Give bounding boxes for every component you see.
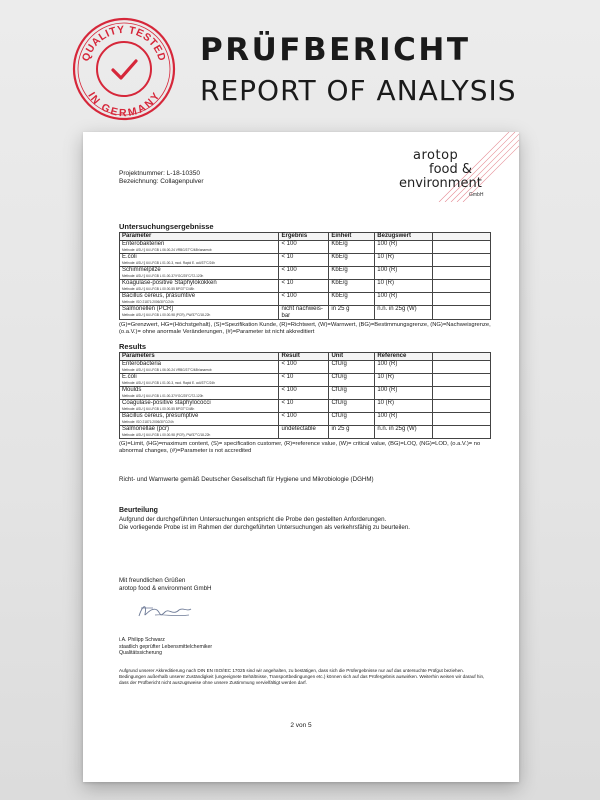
reference-cell: 100 (R) — [375, 387, 433, 400]
report-sheet — [83, 132, 519, 782]
result-cell: < 10 — [279, 280, 329, 293]
badge-text-top: QUALITY TESTED — [79, 23, 169, 63]
unit-cell: KbE/g — [329, 293, 375, 306]
column-header: Bezugswert — [375, 233, 433, 241]
method-text: Methode: ASU § 64 LFGB L 01.00-3, mod. Rapid E. coli/37°C/24h — [122, 260, 215, 265]
empty-cell — [433, 254, 491, 267]
param-name: Bacillus cereus, presumptive — [122, 413, 199, 419]
reference-cell: 100 (R) — [375, 293, 433, 306]
method-text: Methode: ASU § 64 LFGB L 06.00-24 VRBG/37°C/48h/anaerob — [122, 367, 212, 372]
param-name: Enterobacteria — [122, 361, 162, 367]
reference-cell: 10 (R) — [375, 280, 433, 293]
unit-cell: CfU/g — [329, 413, 375, 426]
column-header-empty — [433, 353, 491, 361]
svg-text:IN GERMANY — [85, 90, 162, 119]
param-name: E.coli — [122, 254, 137, 260]
unit-cell: CfU/g — [329, 374, 375, 387]
table-row — [120, 400, 491, 413]
reference-cell: 100 (R) — [375, 413, 433, 426]
table-row — [120, 241, 491, 254]
param-name: Schimmelpilze — [122, 267, 161, 273]
table-row — [120, 267, 491, 280]
closing-greeting: Mit freundlichen Grüßen — [119, 577, 186, 584]
param-cell — [120, 374, 279, 387]
page-title: PRÜFBERICHT — [200, 32, 471, 68]
column-header: Ergebnis — [279, 233, 329, 241]
page-header — [200, 32, 517, 108]
assessment-title: Beurteilung — [119, 507, 158, 514]
empty-cell — [433, 267, 491, 280]
empty-cell — [433, 413, 491, 426]
logo-line-4: GmbH — [469, 192, 484, 198]
unit-cell: CfU/g — [329, 400, 375, 413]
reference-cell: 10 (R) — [375, 374, 433, 387]
column-header: Result — [279, 353, 329, 361]
section-title-de: Untersuchungsergebnisse — [119, 222, 214, 231]
empty-cell — [433, 374, 491, 387]
signer-dept: Qualitätssicherung — [119, 650, 162, 656]
param-name: Salmonellen (PCR) — [122, 306, 174, 312]
table-row — [120, 361, 491, 374]
table-row — [120, 426, 491, 439]
result-cell: < 100 — [279, 387, 329, 400]
result-cell: < 100 — [279, 241, 329, 254]
logo-line-1: arotop — [413, 148, 459, 163]
table-row — [120, 387, 491, 400]
method-text: Methode: ASU § 64 LFGB L 06.00-24 VRBG/37°C/48h/anaerob — [122, 247, 212, 252]
quality-tested-badge — [72, 17, 176, 121]
reference-cell: 100 (R) — [375, 361, 433, 374]
param-name: Moulds — [122, 387, 142, 393]
method-text: Methode: ASU § 64 LFGB L 01.00-37/YGC/25°C/72-120h — [122, 393, 204, 398]
project-meta — [119, 170, 204, 186]
table-row — [120, 254, 491, 267]
page-subtitle: REPORT OF ANALYSIS — [200, 74, 517, 107]
unit-cell: CfU/g — [329, 387, 375, 400]
company-logo — [395, 142, 507, 204]
param-name: Bacillus cereus, präsumtive — [122, 293, 196, 299]
closing-company: arotop food & environment GmbH — [119, 585, 212, 592]
dghm-note: Richt- und Warnwerte gemäß Deutscher Gesellschaft für Hygiene und Mikrobiologie (DGHM) — [119, 476, 374, 483]
empty-cell — [433, 400, 491, 413]
result-cell: < 100 — [279, 293, 329, 306]
method-text: Methode: ISO 21871:2006/30°C/24h — [122, 299, 174, 304]
method-text: Methode: ASU § 64 LFGB L 01.00-37/YGC/25°C/72-120h — [122, 273, 204, 278]
page-number: 2 von 5 — [290, 722, 312, 729]
result-cell: < 10 — [279, 400, 329, 413]
unit-cell: KbE/g — [329, 267, 375, 280]
result-cell: < 100 — [279, 267, 329, 280]
table-row — [120, 413, 491, 426]
column-header-empty — [433, 233, 491, 241]
legend-note-de: (G)=Grenzwert, HG=(Höchstgehalt), (S)=Spezifikation Kunde, (R)=Richtwert, (W)=Warnwert, (BG)=Bestimmungsgrenze, (NG)=Nachweisgrenze, (o.a.V.)= ohne anormale Veränderungen, (#)=Parameter ist nicht akkreditiert — [119, 322, 491, 335]
method-text: Methode: ASU § 64 LFGB L 00.00-98 (PCR), PW/37°C/18-22h — [122, 312, 211, 317]
designation: Bezeichnung: Collagenpulver — [119, 178, 204, 185]
column-header: Unit — [329, 353, 375, 361]
method-text: Methode: ISO 21871:2006/30°C/24h — [122, 419, 174, 424]
reference-cell: n.n. in 25g (W) — [375, 306, 433, 320]
method-text: Methode: ASU § 64 LFGB L 00.00-98 (PCR), PW/37°C/18-22h — [122, 432, 211, 437]
param-name: Coagulase-positive staphylococci — [122, 400, 211, 406]
param-name: Salmonellae (pcr) — [122, 426, 170, 432]
results-table-en — [119, 352, 491, 439]
results-table-de — [119, 232, 491, 320]
column-header: Parameter — [120, 233, 279, 241]
table-row — [120, 293, 491, 306]
reference-cell: 10 (R) — [375, 400, 433, 413]
signer-role: staatlich geprüfter Lebensmittelchemiker — [119, 643, 213, 650]
signature — [135, 600, 193, 622]
param-cell — [120, 413, 279, 426]
unit-cell: KbE/g — [329, 280, 375, 293]
assessment-line-1: Aufgrund der durchgeführten Untersuchungen entspricht die Probe den gestellten Anforderungen. — [119, 516, 387, 523]
param-cell — [120, 280, 279, 293]
legend-note-en: (G)=Limit, (HG)=maximum content, (S)= specification customer, (R)=reference value, (W)= critical value, (BG)=LOQ, (NG)=LOD, (o.a.V.)= no abnormal changes, (#)=Parameter is not accredited — [119, 441, 481, 454]
project-number: Projektnummer: L-18-10350 — [119, 170, 200, 177]
empty-cell — [433, 387, 491, 400]
method-text: Methode: ASU § 64 LFGB L 00.00-55 BP/37°C/48h — [122, 286, 195, 291]
unit-cell: KbE/g — [329, 254, 375, 267]
unit-cell: in 25 g — [329, 426, 375, 439]
column-header: Parameters — [120, 353, 279, 361]
unit-cell: CfU/g — [329, 361, 375, 374]
reference-cell: 10 (R) — [375, 254, 433, 267]
param-cell — [120, 241, 279, 254]
result-cell: < 10 — [279, 254, 329, 267]
table-row — [120, 306, 491, 320]
checkmark-icon — [113, 61, 136, 78]
param-cell — [120, 254, 279, 267]
result-cell: < 100 — [279, 361, 329, 374]
result-cell: nicht nachweis-bar — [279, 306, 329, 320]
result-cell: < 100 — [279, 413, 329, 426]
param-name: Enterobakterien — [122, 241, 165, 247]
empty-cell — [433, 280, 491, 293]
result-cell: undetectable — [279, 426, 329, 439]
empty-cell — [433, 306, 491, 320]
section-title-en: Results — [119, 342, 147, 351]
param-cell — [120, 426, 279, 439]
column-header: Reference — [375, 353, 433, 361]
empty-cell — [433, 293, 491, 306]
method-text: Methode: ASU § 64 LFGB L 00.00-55 BP/37°C/48h — [122, 406, 195, 411]
method-text: Methode: ASU § 64 LFGB L 01.00-3, mod. Rapid E. coli/37°C/24h — [122, 380, 215, 385]
badge-text-bottom: IN GERMANY — [85, 90, 163, 120]
signer-name: i.A. Philipp Schwarz — [119, 637, 165, 643]
param-cell — [120, 293, 279, 306]
param-name: Koagulase-positive Staphylokokken — [122, 280, 217, 286]
empty-cell — [433, 241, 491, 254]
param-cell — [120, 400, 279, 413]
param-name: E.coli — [122, 374, 137, 380]
table-row — [120, 374, 491, 387]
param-cell — [120, 306, 279, 320]
logo-line-2: food & — [429, 162, 473, 177]
empty-cell — [433, 361, 491, 374]
logo-line-3: environment — [399, 176, 482, 191]
unit-cell: in 25 g — [329, 306, 375, 320]
result-cell: < 10 — [279, 374, 329, 387]
empty-cell — [433, 426, 491, 439]
accreditation-footnote: Aufgrund unserer Akkreditierung nach DIN EN ISO/IEC 17025 sind wir angehalten, zu bestätigen, dass sich die Prüfergebnisse nur auf das untersuchte Prüfgut beziehen. Bedingungen außerhalb unserer Zuständigkeit (ungeeignete Behältnisse, Transportbedingungen etc.) können sich auf das Prüfergebnis auswirken. Weiterhin weisen wir darauf hin, dass der Prüfbericht nicht auszugsweise ohne unsere Zustimmung vervielfältigt werden darf. — [119, 668, 485, 685]
param-cell — [120, 267, 279, 280]
signer-block — [119, 637, 491, 657]
assessment-line-2: Die vorliegende Probe ist im Rahmen der durchgeführten Untersuchungen als verkehrsfähig zu beurteilen. — [119, 524, 410, 531]
param-cell — [120, 361, 279, 374]
reference-cell: 100 (R) — [375, 267, 433, 280]
column-header: Einheit — [329, 233, 375, 241]
unit-cell: KbE/g — [329, 241, 375, 254]
reference-cell: n.n. in 25g (W) — [375, 426, 433, 439]
table-row — [120, 280, 491, 293]
param-cell — [120, 387, 279, 400]
reference-cell: 100 (R) — [375, 241, 433, 254]
